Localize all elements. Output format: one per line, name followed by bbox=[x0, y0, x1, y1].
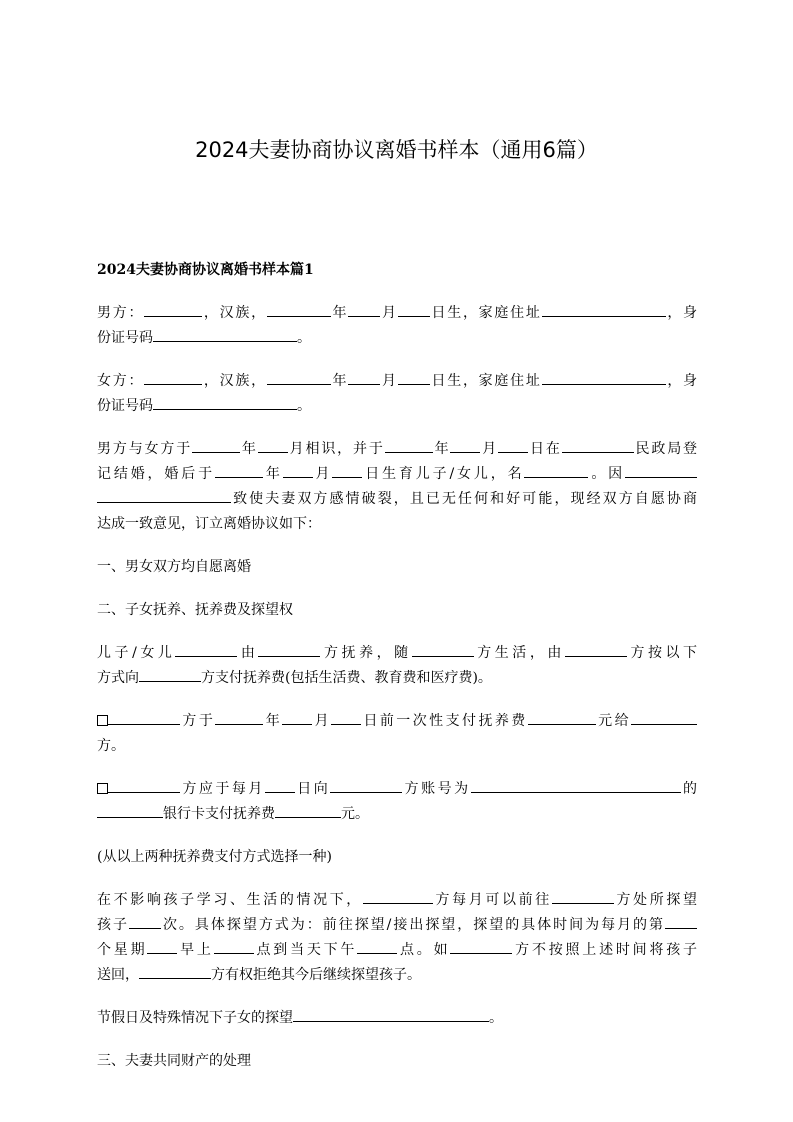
man-info-paragraph: 男方： ，汉族， 年 月 日生，家庭住址 ，身 份证号码 。 bbox=[97, 301, 697, 351]
blank-name bbox=[144, 301, 202, 317]
blank-year bbox=[267, 301, 331, 317]
blank-name bbox=[144, 369, 202, 385]
blank-year bbox=[385, 437, 433, 453]
document-body bbox=[97, 258, 697, 1092]
blank-account bbox=[471, 777, 681, 793]
heading-custody: 二、子女抚养、抚养费及探望权 bbox=[97, 602, 293, 618]
blank-year bbox=[192, 437, 240, 453]
holiday-visitation-paragraph: 节假日及特殊情况下子女的探望 。 bbox=[97, 1006, 697, 1031]
blank-day bbox=[398, 369, 430, 385]
blank-month bbox=[258, 437, 288, 453]
blank-day bbox=[498, 437, 528, 453]
blank-address bbox=[542, 301, 666, 317]
marriage-intro-paragraph: 男方与女方于 年 月相识，并于 年 月 日在 民政局登 记结婚，婚后于 年 月 日生育儿子/女儿，名 。因 致使夫妻双方感情破裂，且已无任何和好可能，现经双方自愿协商 达成一致意见，订立离婚协议如下： bbox=[97, 437, 697, 537]
woman-info-paragraph: 女方： ，汉族， 年 月 日生，家庭住址 ，身 份证号码 。 bbox=[97, 369, 697, 419]
blank-year bbox=[267, 369, 331, 385]
blank-address bbox=[542, 369, 666, 385]
blank-reason bbox=[625, 462, 697, 478]
blank-day bbox=[398, 301, 430, 317]
section-title: 2024夫妻协商协议离婚书样本篇1 bbox=[97, 262, 314, 278]
checkbox[interactable] bbox=[97, 783, 108, 794]
payment-choice-note: (从以上两种抚养费支付方式选择一种) bbox=[97, 849, 332, 865]
payment-option-monthly: 方应于每月 日向 方账号为 的 银行卡支付抚养费 元。 bbox=[97, 777, 697, 827]
heading-divorce: 一、男女双方均自愿离婚 bbox=[97, 559, 251, 575]
blank-id-number bbox=[153, 394, 297, 410]
blank-year bbox=[215, 462, 263, 478]
payment-option-lump-sum: 方于 年 月 日前一次性支付抚养费 元给 方。 bbox=[97, 709, 697, 759]
blank-month bbox=[450, 437, 480, 453]
custody-paragraph: 儿子/女儿 由 方抚养，随 方生活，由 方按以下 方式向 方支付抚养费(包括生活费、教育费和医疗费)。 bbox=[97, 641, 697, 691]
blank-day bbox=[332, 462, 362, 478]
blank-reason-cont bbox=[97, 487, 231, 503]
blank-id-number bbox=[153, 326, 297, 342]
blank-bureau bbox=[562, 437, 634, 453]
page-title: 2024夫妻协商协议离婚书样本（通用6篇） bbox=[195, 138, 598, 162]
heading-property: 三、夫妻共同财产的处理 bbox=[97, 1053, 251, 1069]
visitation-paragraph: 在不影响孩子学习、生活的情况下， 方每月可以前往 方处所探望 孩子 次。具体探望方式为：前往探望/接出探望，探望的具体时间为每月的第 个星期 早上 点到当天下午 点。如 方不按照上述时间将孩子 送回， 方有权拒绝其今后继续探望孩子。 bbox=[97, 888, 697, 988]
blank-month bbox=[283, 462, 313, 478]
blank-month bbox=[348, 301, 380, 317]
checkbox[interactable] bbox=[97, 715, 108, 726]
blank-child-name bbox=[524, 462, 588, 478]
blank-month bbox=[348, 369, 380, 385]
